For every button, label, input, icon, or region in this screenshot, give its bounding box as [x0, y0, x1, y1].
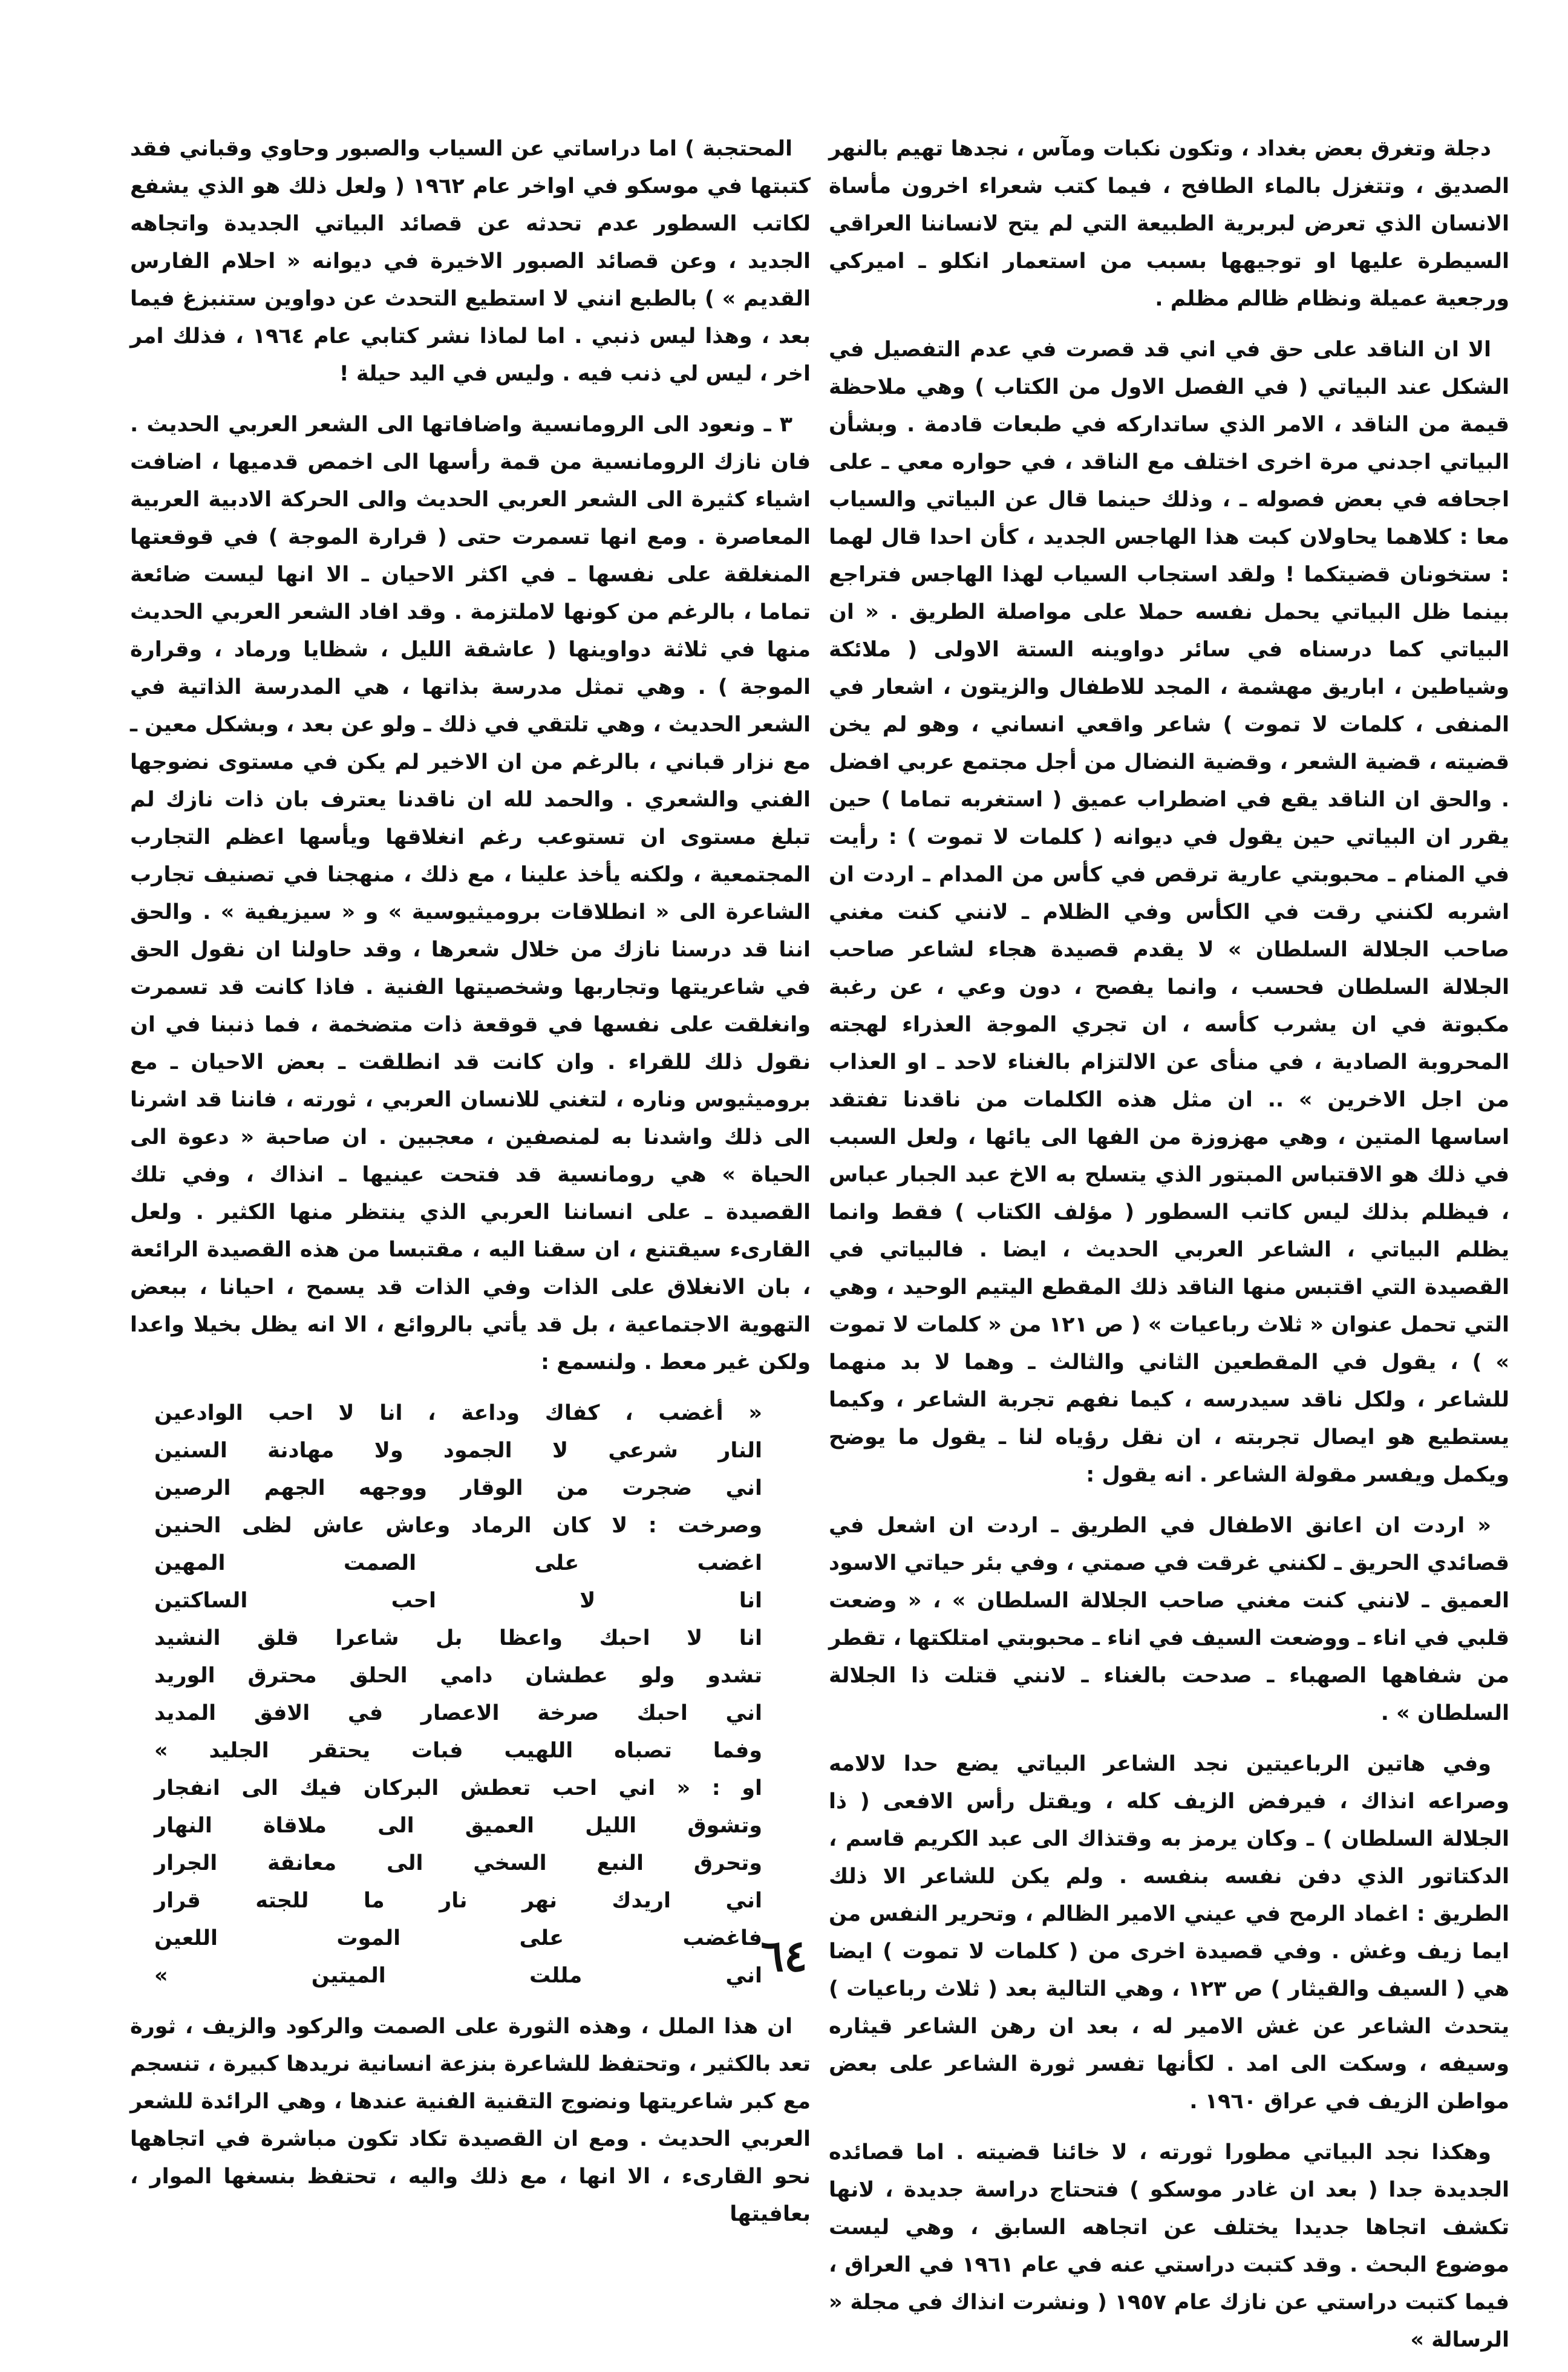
poem-line: او : « اني احب تعطش البركان فيك الى انفجار	[154, 1776, 762, 1800]
left-column	[130, 130, 811, 2246]
poem-line: النار شرعي لا الجمود ولا مهادنة السنين	[154, 1439, 762, 1463]
poem-line: تشدو ولو عطشان دامي الحلق محترق الوريد	[154, 1664, 762, 1688]
right-column	[829, 130, 1509, 2372]
paragraph: ان هذا الملل ، وهذه الثورة على الصمت والركود والزيف ، ثورة تعد بالكثير ، وتحتفظ للشاعرة بنزعة انسانية نريدها كبيرة ، تنسجم مع كبر شاعريتها ونضوج التقنية الفنية عندها ، وهي الرائدة للشعر العربي الحديث . ومع ان القصيدة تكاد تكون مباشرة في اتجاهها نحو القارىء ، الا انها ، مع ذلك واليه ، تحتفظ بنسغها الموار ، بعافيتها	[130, 2014, 811, 2226]
poem-line: اني احبك صرخة الاعصار في الافق المديد	[154, 1701, 762, 1725]
poem-line: وتحرق النبع السخي الى معانقة الجرار	[154, 1851, 762, 1875]
poem-line: وفما تصباه اللهيب فبات يحتقر الجليد »	[154, 1739, 762, 1763]
paragraph: « اردت ان اعانق الاطفال في الطريق ـ اردت ان اشعل في قصائدي الحريق ـ لكنني غرقت في صمتي ، وفي بئر حياتي الاسود العميق ـ لانني كنت مغني صاحب الجلالة السلطان » ، « وضعت قلبي في اناء ـ ووضعت السيف في اناء ـ محبوبتي امتلكتها ، تقطر من شفاهها الصهباء ـ صدحت بالغناء ـ لانني قتلت ذا الجلالة السلطان » .	[829, 1514, 1509, 1725]
page-number: ٦٤	[760, 1930, 808, 1981]
poem-line: اغضب على الصمت المهين	[154, 1551, 762, 1575]
poem-line: فاغضب على الموت اللعين	[154, 1926, 762, 1950]
poem-quote	[154, 1394, 762, 1995]
poem-line: وصرخت : لا كان الرماد وعاش عاش لظى الحنين	[154, 1514, 762, 1538]
poem-line: انا لا احبك واعظا بل شاعرا قلق النشيد	[154, 1626, 762, 1650]
paragraph: ٣ ـ ونعود الى الرومانسية واضافاتها الى الشعر العربي الحديث . فان نازك الرومانسية من قمة رأسها الى اخمص قدميها ، اضافت اشياء كثيرة الى الشعر العربي الحديث والى الحركة الادبية العربية المعاصرة . ومع انها تسمرت حتى ( قرارة الموجة ) في قوقعتها المنغلقة على نفسها ـ في اكثر الاحيان ـ الا انها ليست ضائعة تماما ، بالرغم من كونها لاملتزمة . وقد افاد الشعر العربي الحديث منها في ثلاثة دواوينها ( عاشقة الليل ، شظايا ورماد ، وقرارة الموجة ) . وهي تمثل مدرسة بذاتها ، هي المدرسة الذاتية في الشعر الحديث ، وهي تلتقي في ذلك ـ ولو عن بعد ، وبشكل معين ـ مع نزار قباني ، بالرغم من ان الاخير لم يكن في مستوى نضوجها الفني والشعري . والحمد لله ان ناقدنا يعترف بان ذات نازك لم تبلغ مستوى ان تستوعب رغم انغلاقها ويأسها اعظم التجارب المجتمعية ، ولكنه يأخذ علينا ، مع ذلك ، منهجنا في تصنيف تجارب الشاعرة الى « انطلاقات بروميثيوسية » و « سيزيفية » . والحق اننا قد درسنا نازك من خلال شعرها ، وقد حاولنا ان نقول الحق في شاعريتها وتجاربها وشخصيتها الفنية . فاذا كانت قد تسمرت وانغلقت على نفسها في قوقعة ذات متضخمة ، فما ذنبنا في ان نقول ذلك للقراء . وان كانت قد انطلقت ـ بعض الاحيان ـ مع بروميثيوس وناره ، لتغني للانسان العربي ، ثورته ، فاننا قد اشرنا الى ذلك واشدنا به لمنصفين ، معجبين . ان صاحبة « دعوة الى الحياة » هي رومانسية قد فتحت عينيها ـ انذاك ، وفي تلك القصيدة ـ على انساننا العربي الذي ينتظر منها الكثير . ولعل القارىء سيقتنع ، ان سقنا اليه ، مقتبسا من هذه القصيدة الرائعة ، بان الانغلاق على الذات وفي الذات قد يسمح ، احيانا ، ببعض التهوية الاجتماعية ، بل قد يأتي بالروائع ، الا انه يظل بخيلا واعدا ولكن غير معط . ولنسمع :	[130, 413, 811, 1374]
paragraph: دجلة وتغرق بعض بغداد ، وتكون نكبات ومآس ، نجدها تهيم بالنهر الصديق ، وتتغزل بالماء الطافح ، فيما كتب شعراء اخرون مأساة الانسان الذي تعرض لبربرية الطبيعة التي لم يتح لانساننا العراقي السيطرة عليها او توجيهها بسبب من استعمار انكلو ـ اميركي ورجعية عميلة ونظام ظالم مظلم .	[829, 137, 1509, 311]
poem-line: « أغضب ، كفاك وداعة ، انا لا احب الوادعين	[154, 1401, 762, 1425]
poem-line: اني اريدك نهر نار ما للجته قرار	[154, 1889, 762, 1913]
paragraph: وفي هاتين الرباعيتين نجد الشاعر البياتي يضع حدا لالامه وصراعه انذاك ، فيرفض الزيف كله ، ويقتل رأس الافعى ( ذا الجلالة السلطان ) ـ وكان يرمز به وقتذاك الى عبد الكريم قاسم ، الدكتاتور الذي دفن نفسه بنفسه . ولم يكن للشاعر الا ذلك الطريق : اغماد الرمح في عيني الامير الظالم ، وتحرير النفس من ايما زيف وغش . وفي قصيدة اخرى من ( كلمات لا تموت ) ايضا هي ( السيف والقيثار ) ص ١٢٣ ، وهي التالية بعد ( ثلاث رباعيات ) يتحدث الشاعر عن غش الامير له ، بعد ان رهن الشاعر قيثاره وسيفه ، وسكت الى امد . لكأنها تفسر ثورة الشاعر على بعض مواطن الزيف في عراق ١٩٦٠ .	[829, 1752, 1509, 2114]
poem-line: انا لا احب الساكتين	[154, 1589, 762, 1613]
poem-line: اني ضجرت من الوقار ووجهه الجهم الرصين	[154, 1476, 762, 1500]
paragraph: وهكذا نجد البياتي مطورا ثورته ، لا خائنا قضيته . اما قصائده الجديدة جدا ( بعد ان غادر موسكو ) فتحتاج دراسة جديدة ، لانها تكشف اتجاها جديدا يختلف عن اتجاهه السابق ، وهي ليست موضوع البحث . وقد كتبت دراستي عنه في عام ١٩٦١ في العراق ، فيما كتبت دراستي عن نازك عام ١٩٥٧ ( ونشرت انذاك في مجلة « الرسالة »	[829, 2140, 1510, 2352]
paragraph: الا ان الناقد على حق في اني قد قصرت في عدم التفصيل في الشكل عند البياتي ( في الفصل الاول من الكتاب ) وهي ملاحظة قيمة من الناقد ، الامر الذي ساتداركه في طبعات قادمة . وبشأن البياتي اجدني مرة اخرى اختلف مع الناقد ، في حواره معي ـ على اجحافه في بعض فصوله ـ ، وذلك حينما قال عن البياتي والسياب معا : كلاهما يحاولان كبت هذا الهاجس الجديد ، كأن احدا قال لهما : ستخونان قضيتكما ! ولقد استجاب السياب لهذا الهاجس فتراجع بينما ظل البياتي يحمل نفسه حملا على مواصلة الطريق . « ان البياتي كما درسناه في سائر دواوينه الستة الاولى ( ملائكة وشياطين ، اباريق مهشمة ، المجد للاطفال والزيتون ، اشعار في المنفى ، كلمات لا تموت ) شاعر واقعي انساني ، وهو لم يخن قضيته ، قضية الشعر ، وقضية النضال من أجل مجتمع عربي افضل . والحق ان الناقد يقع في اضطراب عميق ( استغربه تماما ) حين يقرر ان البياتي حين يقول في ديوانه ( كلمات لا تموت ) : رأيت في المنام ـ محبوبتي عارية ترقص في كأس من المدام ـ اردت ان اشربه لكنني رقت في الكأس وفي الظلام ـ لانني كنت مغني صاحب الجلالة السلطان » لا يقدم قصيدة هجاء لشاعر صاحب الجلالة السلطان فحسب ، وانما يفصح ، دون وعي ، عن رغبة مكبوتة في ان يشرب كأسه ، ان تجري الموجة العذراء لهجته المحروبة الصادية ، في منأى عن الالتزام بالغناء لاحد ـ او العذاب من اجل الاخرين » .. ان مثل هذه الكلمات من ناقدنا تفتقد اساسها المتين ، وهي مهزوزة من الفها الى يائها ، ولعل السبب في ذلك هو الاقتباس المبتور الذي يتسلح به الاخ عبد الجبار عباس ، فيظلم بذلك ليس كاتب السطور ( مؤلف الكتاب ) فقط وانما يظلم البياتي ، الشاعر العربي الحديث ، ايضا . فالبياتي في القصيدة التي اقتبس منها الناقد ذلك المقطع اليتيم الوحيد ، وهي التي تحمل عنوان « ثلاث رباعيات » ( ص ١٢١ من « كلمات لا تموت » ) ، يقول في المقطعين الثاني والثالث ـ وهما لا بد منهما للشاعر ، ولكل ناقد سيدرسه ، كيما نفهم تجربة الشاعر ، وكيما يستطيع هو ايصال تجربته ، ان نقل رؤياه لنا ـ يقول ما يوضح ويكمل ويفسر مقولة الشاعر . انه يقول :	[829, 338, 1509, 1487]
paragraph: المحتجبة ) اما دراساتي عن السياب والصبور وحاوي وقباني فقد كتبتها في موسكو في اواخر عام ١٩٦٢ ( ولعل ذلك هو الذي يشفع لكاتب السطور عدم تحدثه عن قصائد البياتي الجديدة واتجاهه الجديد ، وعن قصائد الصبور الاخيرة في ديوانه « احلام الفارس القديم » ) بالطبع انني لا استطيع التحدث عن دواوين ستنبزغ فيما بعد ، وهذا ليس ذنبي . اما لماذا نشر كتابي عام ١٩٦٤ ، فذلك امر اخر ، ليس لي ذنب فيه . وليس في اليد حيلة !	[130, 137, 811, 386]
poem-line: وتشوق الليل العميق الى ملاقاة النهار	[154, 1814, 762, 1838]
poem-line: اني مللت الميتين »	[154, 1964, 762, 1988]
